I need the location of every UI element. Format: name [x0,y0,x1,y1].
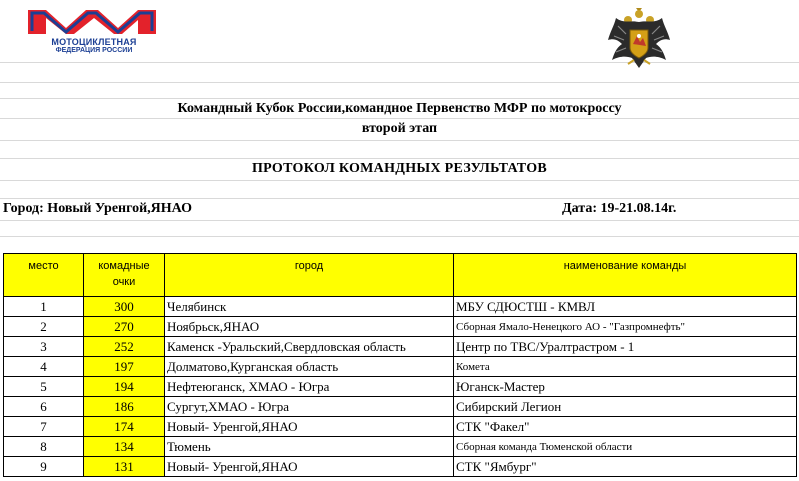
gridline [0,62,799,63]
cell-city: Челябинск [165,297,454,317]
cell-points: 194 [84,377,165,397]
cell-team: СТК "Факел" [454,417,797,437]
cell-team: МБУ СДЮСТШ - КМВЛ [454,297,797,317]
cell-points: 131 [84,457,165,477]
cell-place: 3 [4,337,84,357]
page-title: Командный Кубок России,командное Первенство МФР по мотокроссу [177,101,622,116]
logo-line1: МОТОЦИКЛЕТНАЯ [51,37,137,47]
cell-city: Долматово,Курганская область [165,357,454,377]
cell-points: 197 [84,357,165,377]
table-row [4,417,797,437]
event-date: Дата: 19-21.08.14г. [562,201,677,216]
cell-team: Сборная Ямало-Ненецкого АО - "Газпромнефть" [454,317,797,337]
gridline [0,82,799,83]
table-row [4,377,797,397]
event-city: Город: Новый Уренгой,ЯНАО [3,201,192,216]
cell-points: 252 [84,337,165,357]
cell-points: 300 [84,297,165,317]
cell-team: Сибирский Легион [454,397,797,417]
table-row [4,317,797,337]
cell-city: Новый- Уренгой,ЯНАО [165,417,454,437]
cell-place: 2 [4,317,84,337]
col-header-points [84,254,165,297]
cell-place: 8 [4,437,84,457]
cell-city: Новый- Уренгой,ЯНАО [165,457,454,477]
cell-place: 5 [4,377,84,397]
table-row [4,337,797,357]
gridline [0,118,799,119]
cell-points: 270 [84,317,165,337]
federation-logo [22,4,162,56]
gridline [0,180,799,181]
table-row [4,297,797,317]
cell-city: Тюмень [165,437,454,457]
cell-place: 1 [4,297,84,317]
col-header-points-line2: очки [112,276,136,288]
eagle-emblem [606,6,672,74]
gridline [0,198,799,199]
cell-points: 174 [84,417,165,437]
gridline [0,140,799,141]
gridline [0,236,799,237]
table-row [4,357,797,377]
stage-subtitle: второй этап [361,121,438,136]
eagle-emblem-icon [606,6,672,74]
protocol-title: ПРОТОКОЛ КОМАНДНЫХ РЕЗУЛЬТАТОВ [251,161,548,176]
col-header-place: место [4,254,84,297]
cell-city: Сургут,ХМАО - Югра [165,397,454,417]
cell-place: 9 [4,457,84,477]
col-header-points-line1: комадные [98,260,150,272]
cell-team: Сборная команда Тюменской области [454,437,797,457]
cell-city: Ноябрьск,ЯНАО [165,317,454,337]
table-row [4,437,797,457]
cell-team: Юганск-Мастер [454,377,797,397]
cell-city: Каменск -Уральский,Свердловская область [165,337,454,357]
col-header-city: город [165,254,454,297]
table-header-row [4,254,797,297]
cell-team: СТК "Ямбург" [454,457,797,477]
col-header-team: наименование команды [454,254,797,297]
gridline [0,220,799,221]
cell-team: Центр по ТВС/Уралтрастром - 1 [454,337,797,357]
logo-line2: ФЕДЕРАЦИЯ РОССИИ [30,47,158,54]
results-table [3,253,797,477]
cell-place: 6 [4,397,84,417]
cell-points: 186 [84,397,165,417]
table-row [4,457,797,477]
cell-city: Нефтеюганск, ХМАО - Югра [165,377,454,397]
cell-place: 4 [4,357,84,377]
motorcycle-logo-icon [22,4,162,38]
gridline [0,158,799,159]
cell-points: 134 [84,437,165,457]
gridline [0,98,799,99]
table-row [4,397,797,417]
cell-team: Комета [454,357,797,377]
cell-place: 7 [4,417,84,437]
